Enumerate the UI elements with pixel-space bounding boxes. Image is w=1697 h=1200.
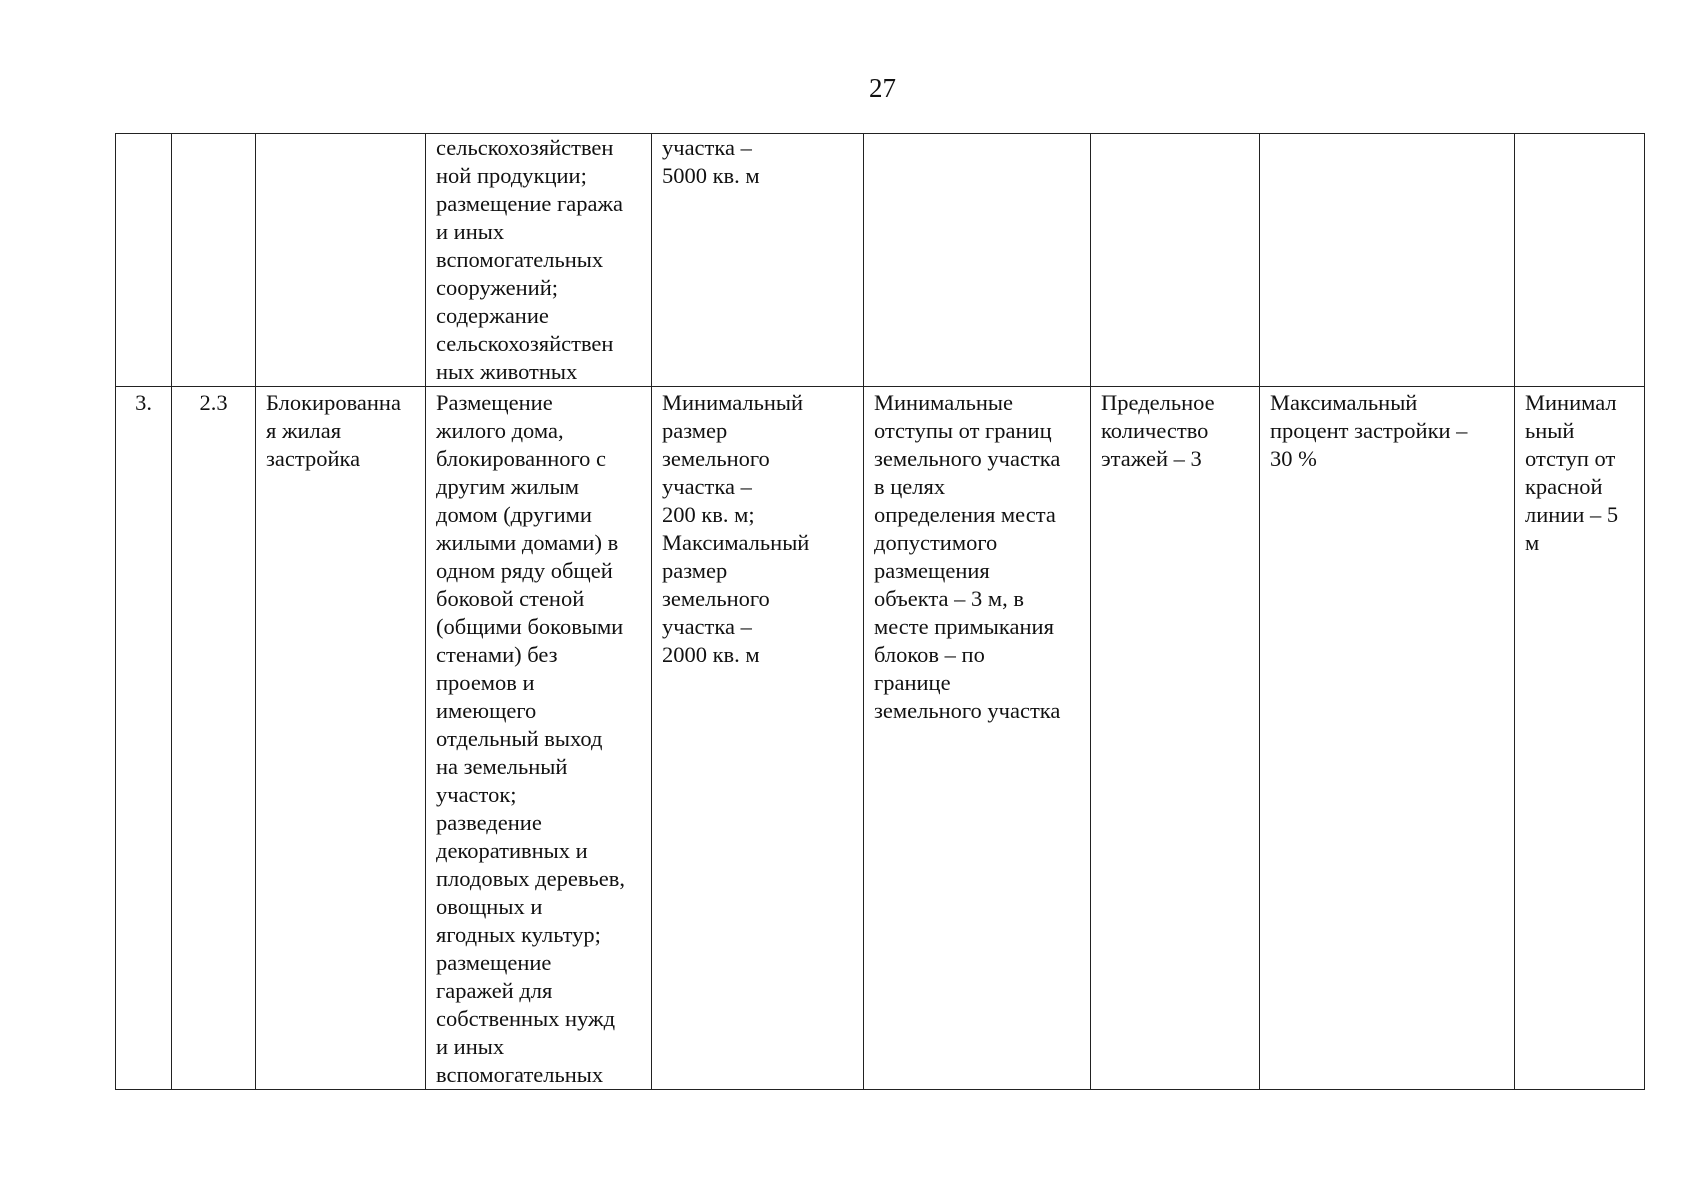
cell-line: линии – 5: [1525, 502, 1619, 527]
cell-line: Размещение: [436, 390, 553, 415]
cell-code: 2.3: [172, 387, 256, 1090]
cell-line: Минимал: [1525, 390, 1617, 415]
table-row-continuation: [116, 134, 1645, 387]
cell-setbacks: [864, 387, 1091, 1090]
cell-line: гаражей для: [436, 978, 553, 1003]
cell-line: Предельное: [1101, 390, 1215, 415]
cell-line: отдельный выход: [436, 726, 603, 751]
cell-coverage: [1260, 387, 1515, 1090]
cell-line: и иных: [436, 219, 505, 244]
cell-line: земельного участка: [874, 446, 1061, 471]
cell-line: участка –: [662, 614, 752, 639]
cell-line: размер: [662, 558, 728, 583]
cell-floors: [1091, 134, 1260, 387]
page-number: 27: [869, 73, 896, 103]
cell-line: размещение: [436, 950, 552, 975]
cell-line: определения места: [874, 502, 1056, 527]
cell-code: [172, 134, 256, 387]
cell-line: жилого дома,: [436, 418, 564, 443]
cell-line: блокированного с: [436, 446, 607, 471]
cell-line: допустимого: [874, 530, 998, 555]
cell-line: 5000 кв. м: [662, 163, 760, 188]
cell-red-line: [1515, 387, 1645, 1090]
cell-name: [256, 134, 426, 387]
cell-line: другим жилым: [436, 474, 579, 499]
cell-plot-size: [652, 387, 864, 1090]
cell-line: участка –: [662, 474, 752, 499]
land-use-table: [115, 133, 1645, 1090]
cell-line: участка –: [662, 135, 752, 160]
cell-floors: [1091, 387, 1260, 1090]
cell-line: Минимальный: [662, 390, 804, 415]
table-row-3: [116, 387, 1645, 1090]
cell-line: земельного участка: [874, 698, 1061, 723]
cell-line: проемов и: [436, 670, 535, 695]
cell-line: и иных: [436, 1034, 505, 1059]
cell-line: участок;: [436, 782, 517, 807]
cell-line: разведение: [436, 810, 542, 835]
cell-line: имеющего: [436, 698, 537, 723]
cell-coverage: [1260, 134, 1515, 387]
cell-line: вспомогательных: [436, 1062, 604, 1087]
cell-line: домом (другими: [436, 502, 592, 527]
cell-line: объекта – 3 м, в: [874, 586, 1024, 611]
cell-line: этажей – 3: [1101, 446, 1202, 471]
cell-line: процент застройки –: [1270, 418, 1468, 443]
cell-line: земельного: [662, 586, 770, 611]
cell-line: овощных и: [436, 894, 543, 919]
cell-line: одном ряду общей: [436, 558, 613, 583]
cell-line: 30 %: [1270, 446, 1317, 471]
cell-line: Максимальный: [1270, 390, 1418, 415]
cell-num: 3.: [116, 387, 172, 1090]
cell-line: 2000 кв. м: [662, 642, 760, 667]
cell-line: красной: [1525, 474, 1603, 499]
cell-line: сельскохозяйствен: [436, 135, 614, 160]
cell-line: размещение гаража: [436, 191, 624, 216]
cell-line: содержание: [436, 303, 549, 328]
cell-line: отступ от: [1525, 446, 1616, 471]
cell-line: вспомогательных: [436, 247, 604, 272]
cell-line: месте примыкания: [874, 614, 1054, 639]
cell-red-line: [1515, 134, 1645, 387]
cell-line: границе: [874, 670, 951, 695]
cell-line: я жилая: [266, 418, 342, 443]
cell-line: (общими боковыми: [436, 614, 624, 639]
cell-line: размер: [662, 418, 728, 443]
cell-line: стенами) без: [436, 642, 558, 667]
cell-line: плодовых деревьев,: [436, 866, 625, 891]
cell-name: [256, 387, 426, 1090]
cell-line: на земельный: [436, 754, 568, 779]
cell-line: сельскохозяйствен: [436, 331, 614, 356]
cell-line: собственных нужд: [436, 1006, 616, 1031]
cell-setbacks: [864, 134, 1091, 387]
cell-num: [116, 134, 172, 387]
cell-line: м: [1525, 530, 1540, 555]
cell-line: отступы от границ: [874, 418, 1052, 443]
cell-line: блоков – по: [874, 642, 985, 667]
cell-line: декоративных и: [436, 838, 588, 863]
cell-line: Блокированна: [266, 390, 401, 415]
cell-line: боковой стеной: [436, 586, 585, 611]
cell-line: размещения: [874, 558, 990, 583]
cell-line: жилыми домами) в: [436, 530, 619, 555]
cell-line: застройка: [266, 446, 361, 471]
cell-line: в целях: [874, 474, 946, 499]
cell-line: ягодных культур;: [436, 922, 601, 947]
cell-plot-size: [652, 134, 864, 387]
cell-line: 200 кв. м;: [662, 502, 755, 527]
cell-line: Максимальный: [662, 530, 810, 555]
cell-line: Минимальные: [874, 390, 1014, 415]
cell-line: сооружений;: [436, 275, 559, 300]
cell-line: количество: [1101, 418, 1209, 443]
cell-line: ной продукции;: [436, 163, 587, 188]
cell-line: ных животных: [436, 359, 578, 384]
cell-line: земельного: [662, 446, 770, 471]
cell-description: [426, 134, 652, 387]
cell-description: [426, 387, 652, 1090]
cell-line: ьный: [1525, 418, 1575, 443]
